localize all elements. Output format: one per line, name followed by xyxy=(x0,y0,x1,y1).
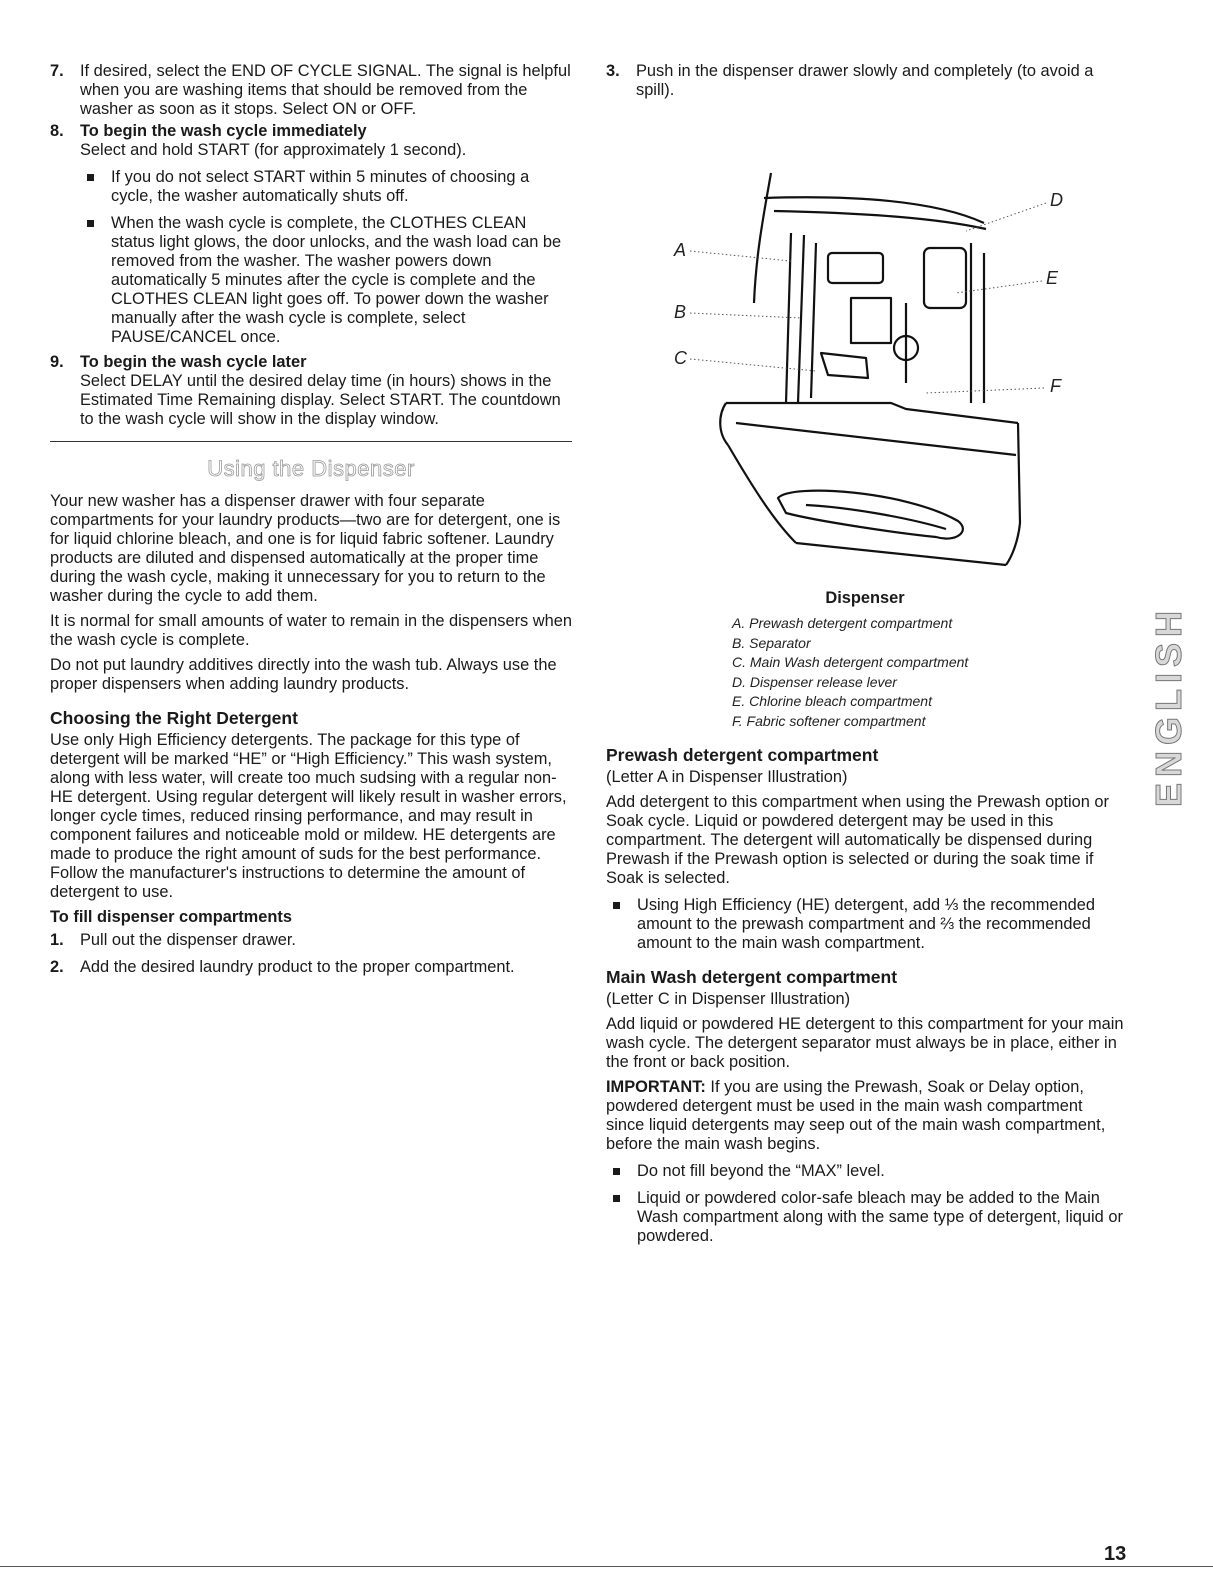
callout-b: B xyxy=(674,302,687,322)
mainwash-subheading: (Letter C in Dispenser Illustration) xyxy=(606,990,851,1008)
figure-legend xyxy=(732,614,1124,731)
callout-f: F xyxy=(1050,376,1061,396)
instruction-item-7 xyxy=(50,62,572,119)
bullet-item: Using High Efficiency (HE) detergent, add ⅓ the recommended amount to the prewash compartment and ⅔ the recommended amount to the main wash compartment. xyxy=(606,896,1124,953)
figure-title: Dispenser xyxy=(825,589,905,607)
bullet-item: When the wash cycle is complete, the CLOTHES CLEAN status light glows, the door unlocks, and the wash load can be removed from the washer. The washer powers down automatically 5 minutes after the cycle is complete and the CLOTHES CLEAN light goes off. To power down the washer manually after the wash cycle is complete, select PAUSE/CANCEL once. xyxy=(80,214,572,347)
fill-step-1 xyxy=(50,931,572,950)
fill-step-2 xyxy=(50,958,572,977)
legend-item: B. Separator xyxy=(732,634,811,651)
prewash-heading: Prewash detergent compartment xyxy=(606,745,879,765)
step-text: Pull out the dispenser drawer. xyxy=(80,931,296,949)
section-divider xyxy=(50,441,572,442)
step-number: 2. xyxy=(50,958,64,976)
language-side-tab xyxy=(1148,575,1202,837)
important-label: IMPORTANT: xyxy=(606,1078,706,1096)
item-text: If desired, select the END OF CYCLE SIGNAL. The signal is helpful when you are washing items that should be removed from the washer as soon as it stops. Select ON or OFF. xyxy=(80,62,571,118)
detergent-paragraph: Use only High Efficiency detergents. The package for this type of detergent will be marked “HE” or “High Efficiency.” This wash system, along with less water, will create too much sudsing with a regular non-HE detergent. Using regular detergent will likely result in washer errors, longer cycle times, reduced rinsing performance, and may result in component failures and noticeable mold or mildew. HE detergents are made to produce the right amount of suds for the best performance. Follow the manufacturer's instructions to determine the amount of detergent to use. xyxy=(50,731,567,901)
page-number: 13 xyxy=(1104,1543,1127,1565)
instruction-item-9 xyxy=(50,353,572,429)
bullet-item: Liquid or powdered color-safe bleach may be added to the Main Wash compartment along with the same type of detergent, liquid or powdered. xyxy=(606,1189,1124,1246)
bullet-item: If you do not select START within 5 minutes of choosing a cycle, the washer automatically shuts off. xyxy=(80,168,572,206)
item-number: 3. xyxy=(606,62,620,80)
language-tab-graphic xyxy=(1148,575,1202,837)
important-text: If you are using the Prewash, Soak or Delay option, powdered detergent must be used in the main wash compartment since liquid detergents may seep out of the main wash compartment, before the main wash begins. xyxy=(606,1078,1106,1153)
fill-steps xyxy=(50,931,572,977)
callout-c: C xyxy=(674,348,687,368)
callout-a: A xyxy=(674,240,687,260)
item-text: Push in the dispenser drawer slowly and completely (to avoid a spill). xyxy=(636,62,1094,99)
dispenser-illustration xyxy=(606,103,1124,583)
item-text: Select DELAY until the desired delay time (in hours) shows in the Estimated Time Remaining display. Select START. The countdown to the wash cycle will show in the display window. xyxy=(80,372,561,428)
fill-heading: To fill dispenser compartments xyxy=(50,908,292,926)
item-number: 9. xyxy=(50,353,64,371)
item-heading: To begin the wash cycle later xyxy=(80,353,307,371)
callout-e: E xyxy=(1046,268,1059,288)
step-number: 1. xyxy=(50,931,64,949)
intro-paragraph: It is normal for small amounts of water to remain in the dispensers when the wash cycle is complete. xyxy=(50,612,572,649)
instruction-item-3 xyxy=(606,62,1124,100)
step-text: Add the desired laundry product to the proper compartment. xyxy=(80,958,515,976)
legend-item: D. Dispenser release lever xyxy=(732,673,897,690)
mainwash-paragraph: Add liquid or powdered HE detergent to this compartment for your main wash cycle. The detergent separator must always be in place, either in the front or back position. xyxy=(606,1015,1124,1071)
detergent-heading: Choosing the Right Detergent xyxy=(50,708,298,728)
legend-item: C. Main Wash detergent compartment xyxy=(732,654,969,670)
side-tab-text: ENGLISH xyxy=(1148,604,1189,808)
section-title: Using the Dispenser xyxy=(207,456,415,481)
bottom-border xyxy=(0,1566,1213,1567)
item-number: 8. xyxy=(50,122,64,140)
dispenser-drawing xyxy=(606,103,1124,583)
instruction-item-8 xyxy=(50,122,572,347)
item-number: 7. xyxy=(50,62,64,80)
prewash-paragraph: Add detergent to this compartment when using the Prewash option or Soak cycle. Liquid or powdered detergent may be used in this compartment. The detergent will automatically be dispensed during Prewash if the Prewash option is selected or during the soak time if Soak is selected. xyxy=(606,793,1109,887)
legend-item: E. Chlorine bleach compartment xyxy=(732,693,932,709)
important-paragraph xyxy=(606,1078,1124,1154)
item-heading: To begin the wash cycle immediately xyxy=(80,122,367,140)
bullet-item: Do not fill beyond the “MAX” level. xyxy=(606,1162,1124,1181)
right-column xyxy=(606,62,1124,1252)
mainwash-heading: Main Wash detergent compartment xyxy=(606,967,898,987)
intro-paragraph: Do not put laundry additives directly into the wash tub. Always use the proper dispensers when adding laundry products. xyxy=(50,656,557,693)
left-column xyxy=(50,62,572,985)
legend-item: A. Prewash detergent compartment xyxy=(732,615,953,631)
legend-item: F. Fabric softener compartment xyxy=(732,712,926,729)
prewash-subheading: (Letter A in Dispenser Illustration) xyxy=(606,768,848,786)
item-text: Select and hold START (for approximately 1 second). xyxy=(80,141,467,159)
intro-paragraph: Your new washer has a dispenser drawer with four separate compartments for your laundry products—two are for detergent, one is for liquid chlorine bleach, and one is for liquid fabric softener. Laundry products are diluted and dispensed automatically at the proper time during the wash cycle, making it unnecessary for you to return to the washer during the cycle to add them. xyxy=(50,492,561,605)
callout-d: D xyxy=(1050,190,1063,210)
